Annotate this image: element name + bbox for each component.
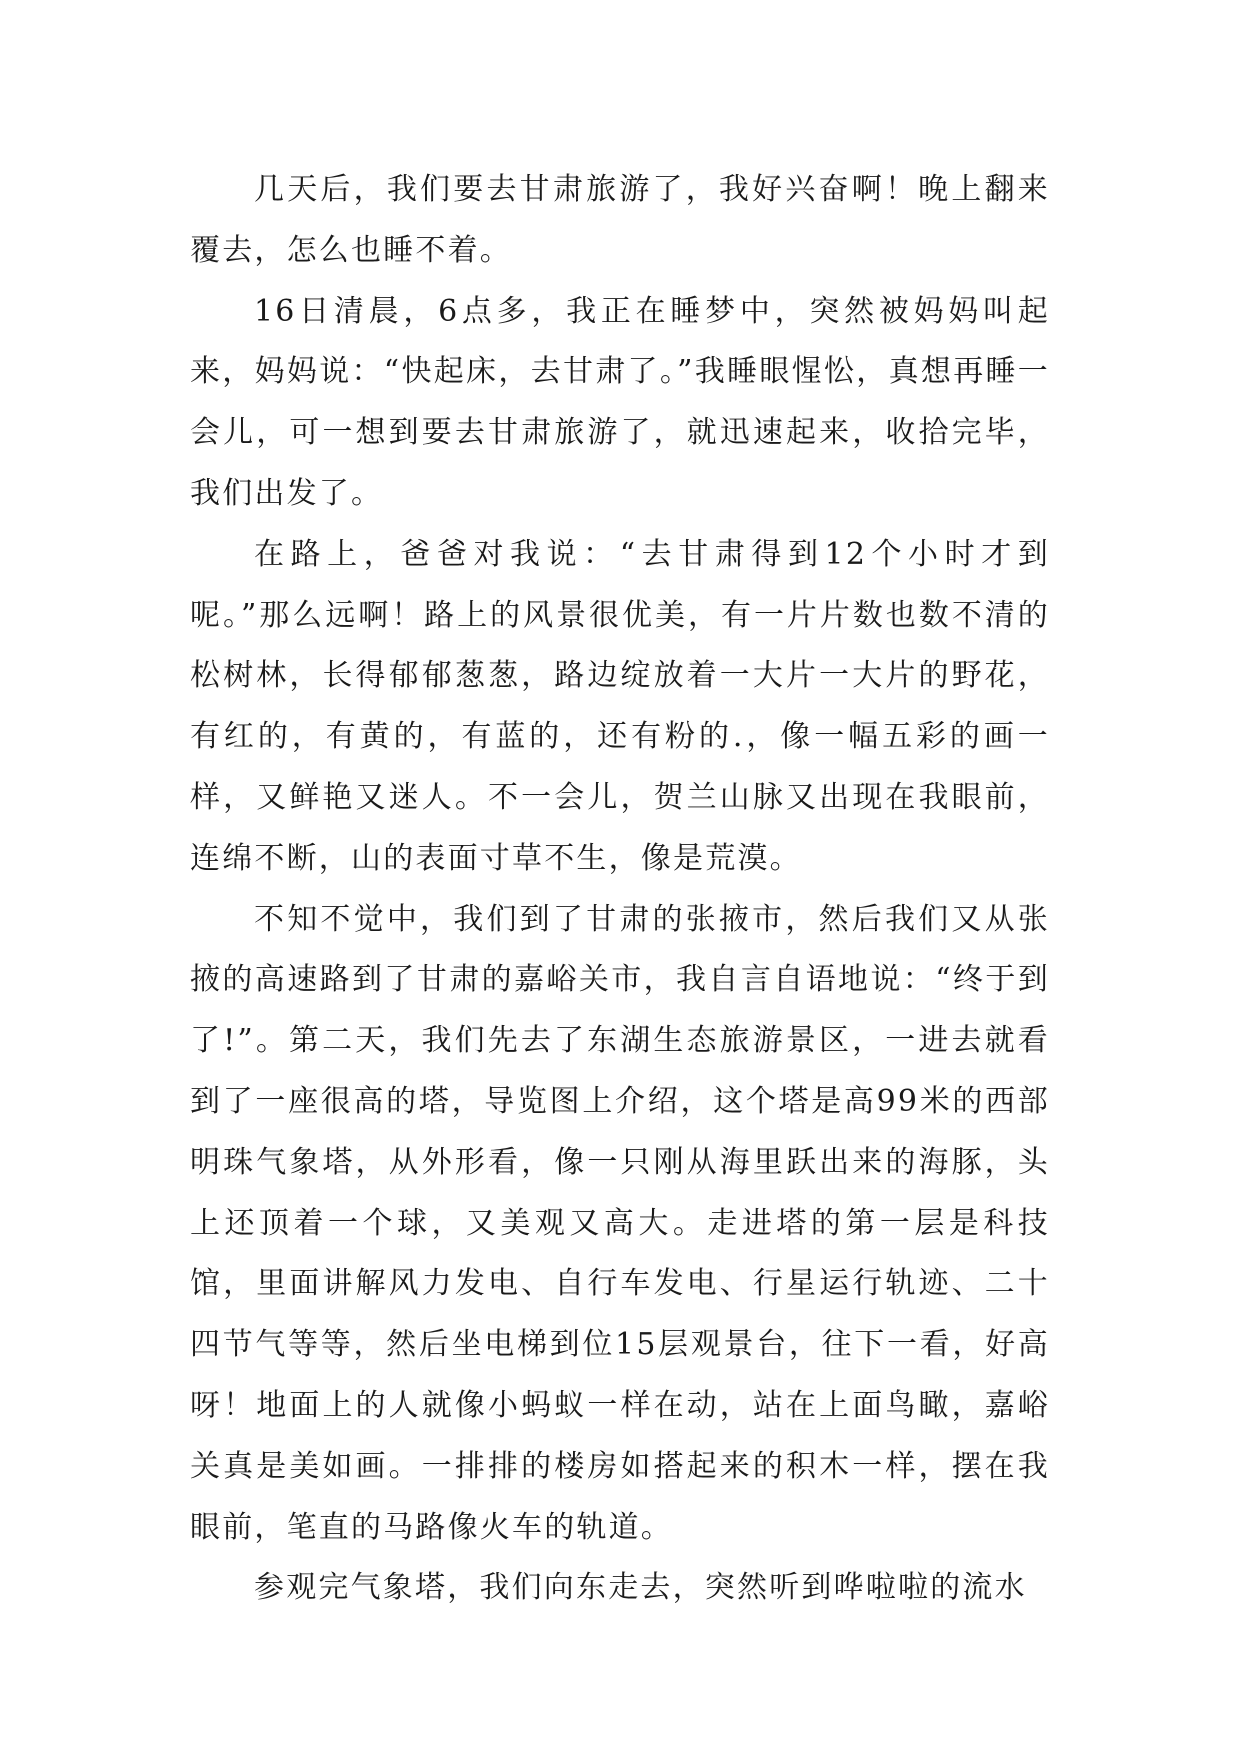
paragraph-5: 参观完气象塔，我们向东走去，突然听到哗啦啦的流水	[254, 1570, 1027, 1606]
essay-body	[190, 160, 1050, 1619]
paragraph-4: 不知不觉中，我们到了甘肃的张掖市，然后我们又从张掖的高速路到了甘肃的嘉峪关市，我自言自语地说：“终于到了!”。第二天，我们先去了东湖生态旅游景区，一进去就看到了一座很高的塔，导览图上介绍，这个塔是高99米的西部明珠气象塔，从外形看，像一只刚从海里跃出来的海豚，头上还顶着一个球，又美观又高大。走进塔的第一层是科技馆，里面讲解风力发电、自行车发电、行星运行轨迹、二十四节气等等，然后坐电梯到位15层观景台，往下一看，好高呀！地面上的人就像小蚂蚁一样在动，站在上面鸟瞰，嘉峪关真是美如画。一排排的楼房如搭起来的积木一样，摆在我眼前，笔直的马路像火车的轨道。	[190, 901, 1050, 1545]
paragraph-3: 在路上，爸爸对我说：“去甘肃得到12个小时才到呢。”那么远啊！路上的风景很优美，有一片片数也数不清的松树林，长得郁郁葱葱，路边绽放着一大片一大片的野花，有红的，有黄的，有蓝的，还有粉的.，像一幅五彩的画一样，又鲜艳又迷人。不一会儿，贺兰山脉又出现在我眼前，连绵不断，山的表面寸草不生，像是荒漠。	[190, 536, 1050, 876]
paragraph-1: 几天后，我们要去甘肃旅游了，我好兴奋啊！晚上翻来覆去，怎么也睡不着。	[190, 172, 1050, 268]
paragraph-2: 16日清晨，6点多，我正在睡梦中，突然被妈妈叫起来，妈妈说：“快起床，去甘肃了。”我睡眼惺忪，真想再睡一会儿，可一想到要去甘肃旅游了，就迅速起来，收拾完毕，我们出发了。	[190, 293, 1050, 511]
